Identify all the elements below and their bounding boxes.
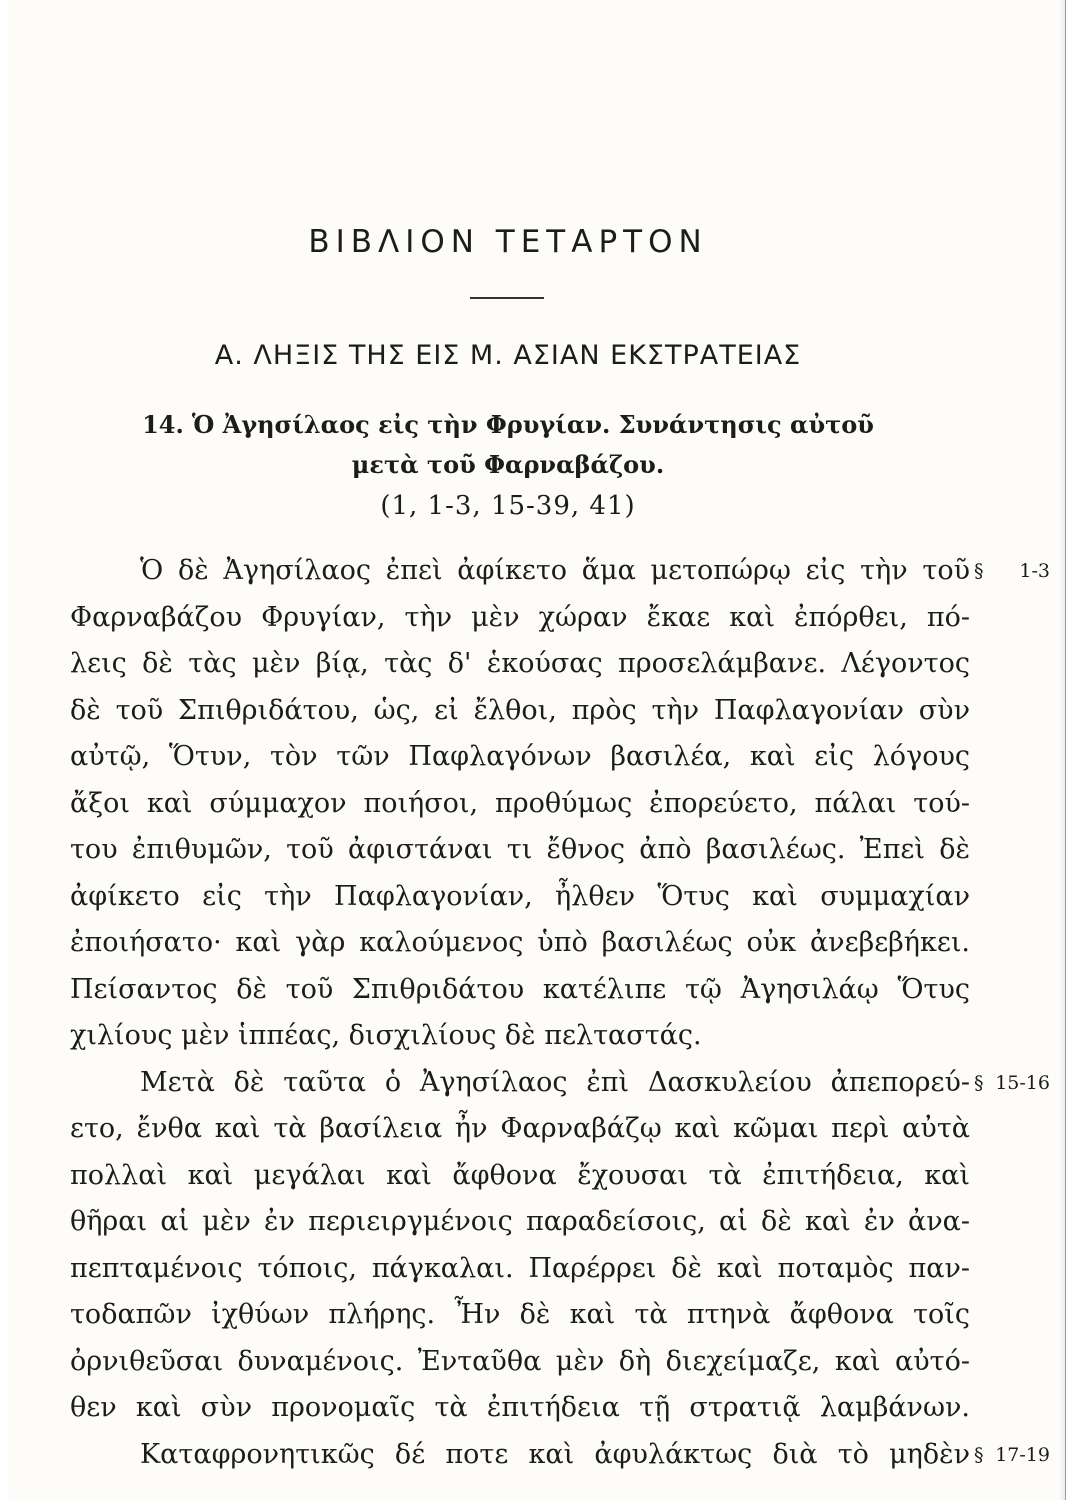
text-line: [70, 1385, 970, 1432]
chapter-title: Α. ΛΗΞΙΣ ΤΗΣ ΕΙΣ Μ. ΑΣΙΑΝ ΕΚΣΤΡΑΤΕΙΑΣ: [214, 340, 802, 371]
text-line: [70, 1292, 970, 1339]
text-line: [70, 1432, 1050, 1479]
book-page: [8, 0, 1066, 1500]
text-line-content: Καταφρονητικῶς δέ ποτε καὶ ἀφυλάκτως διὰ τὸ μηδὲν: [140, 1438, 970, 1470]
text-line-content: πεπταμένοις τόποις, πάγκαλαι. Παρέρρει δὲ καὶ ποταμὸς παν-: [70, 1252, 970, 1284]
text-line-content: λεις δὲ τὰς μὲν βίᾳ, τὰς δ' ἑκούσας προσελάμβανε. Λέγοντος: [70, 648, 970, 679]
page-edge: [1059, 0, 1065, 1500]
text-line: [70, 1246, 970, 1293]
title-rule: [470, 297, 544, 299]
section-references: (1, 1-3, 15-39, 41): [380, 491, 636, 521]
text-line: [70, 1339, 970, 1386]
text-body: [70, 548, 1050, 1478]
section-heading-line-1: [8, 405, 1008, 445]
text-line: [70, 1060, 1050, 1107]
text-line: [70, 1199, 970, 1246]
text-line-content: ἄξοι καὶ σύμμαχον ποιήσοι, προθύμως ἐπορεύετο, πάλαι τού-: [70, 787, 970, 819]
text-line-content: του ἐπιθυμῶν, τοῦ ἀφιστάναι τι ἔθνος ἀπὸ βασιλέως. Ἐπεὶ δὲ: [70, 834, 970, 865]
text-line-content: Ὁ δὲ Ἀγησίλαος ἐπεὶ ἀφίκετο ἅμα μετοπώρῳ εἰς τὴν τοῦ: [140, 555, 970, 586]
text-line: [70, 548, 1050, 595]
text-line-content: θεν καὶ σὺν προνομαῖς τὰ ἐπιτήδεια τῇ στρατιᾷ λαμβάνων.: [70, 1392, 970, 1423]
text-line: [70, 920, 970, 967]
text-line: [70, 734, 970, 781]
text-line: [70, 967, 970, 1014]
text-line-content: Μετὰ δὲ ταῦτα ὁ Ἀγησίλαος ἐπὶ Δασκυλείου ἀπεπορεύ-: [140, 1066, 970, 1098]
text-line-content: ἐποιήσατο· καὶ γὰρ καλούμενος ὑπὸ βασιλέως οὐκ ἀνεβεβήκει.: [70, 927, 970, 958]
margin-paragraph-reference: § 1-3: [974, 560, 1050, 582]
text-line: [70, 595, 970, 642]
text-line-content: Πείσαντος δὲ τοῦ Σπιθριδάτου κατέλιπε τῷ Ἀγησιλάῳ Ὅτυς: [70, 973, 970, 1005]
text-line-content: δὲ τοῦ Σπιθριδάτου, ὡς, εἰ ἔλθοι, πρὸς τὴν Παφλαγονίαν σὺν: [70, 694, 970, 726]
margin-paragraph-reference: § 17-19: [974, 1443, 1050, 1466]
section-number: 14.: [142, 410, 184, 439]
text-line-content: ετο, ἔνθα καὶ τὰ βασίλεια ἦν Φαρναβάζῳ καὶ κῶμαι περὶ αὐτὰ: [70, 1113, 970, 1144]
text-line: [70, 781, 970, 828]
text-line: [70, 1153, 970, 1200]
text-line-content: τοδαπῶν ἰχθύων πλήρης. Ἦν δὲ καὶ τὰ πτηνὰ ἄφθονα τοῖς: [70, 1299, 970, 1330]
text-line-content: Φαρναβάζου Φρυγίαν, τὴν μὲν χώραν ἔκαε καὶ ἐπόρθει, πό-: [70, 601, 970, 633]
text-line-content: ὀρνιθεῦσαι δυναμένοις. Ἐνταῦθα μὲν δὴ διεχείμαζε, καὶ αὐτό-: [70, 1345, 970, 1377]
text-line: [70, 1106, 970, 1153]
text-line-content: χιλίους μὲν ἱππέας, δισχιλίους δὲ πελταστάς.: [70, 1020, 702, 1051]
book-title: ΒΙΒΛΙΟΝ ΤΕΤΑΡΤΟΝ: [308, 224, 708, 260]
text-line-content: θῆραι αἱ μὲν ἐν περιειργμένοις παραδείσοις, αἱ δὲ καὶ ἐν ἀνα-: [70, 1206, 970, 1237]
text-line: [70, 688, 970, 735]
text-line-content: ἀφίκετο εἰς τὴν Παφλαγονίαν, ἦλθεν Ὅτυς καὶ συμμαχίαν: [70, 880, 970, 912]
text-line: [70, 641, 970, 688]
section-title-part-2: μετὰ τοῦ Φαρναβάζου.: [351, 450, 665, 479]
margin-paragraph-reference: § 15-16: [974, 1071, 1050, 1094]
text-line: [70, 1013, 970, 1060]
section-heading: [8, 405, 1008, 485]
text-line: [70, 827, 970, 874]
section-title-part-1: Ὁ Ἀγησίλαος εἰς τὴν Φρυγίαν. Συνάντησις αὐτοῦ: [191, 410, 874, 439]
text-line: [70, 874, 970, 921]
text-line-content: αὐτῷ, Ὅτυν, τὸν τῶν Παφλαγόνων βασιλέα, καὶ εἰς λόγους: [70, 741, 970, 772]
text-line-content: πολλαὶ καὶ μεγάλαι καὶ ἄφθονα ἔχουσαι τὰ ἐπιτήδεια, καὶ: [70, 1159, 970, 1191]
